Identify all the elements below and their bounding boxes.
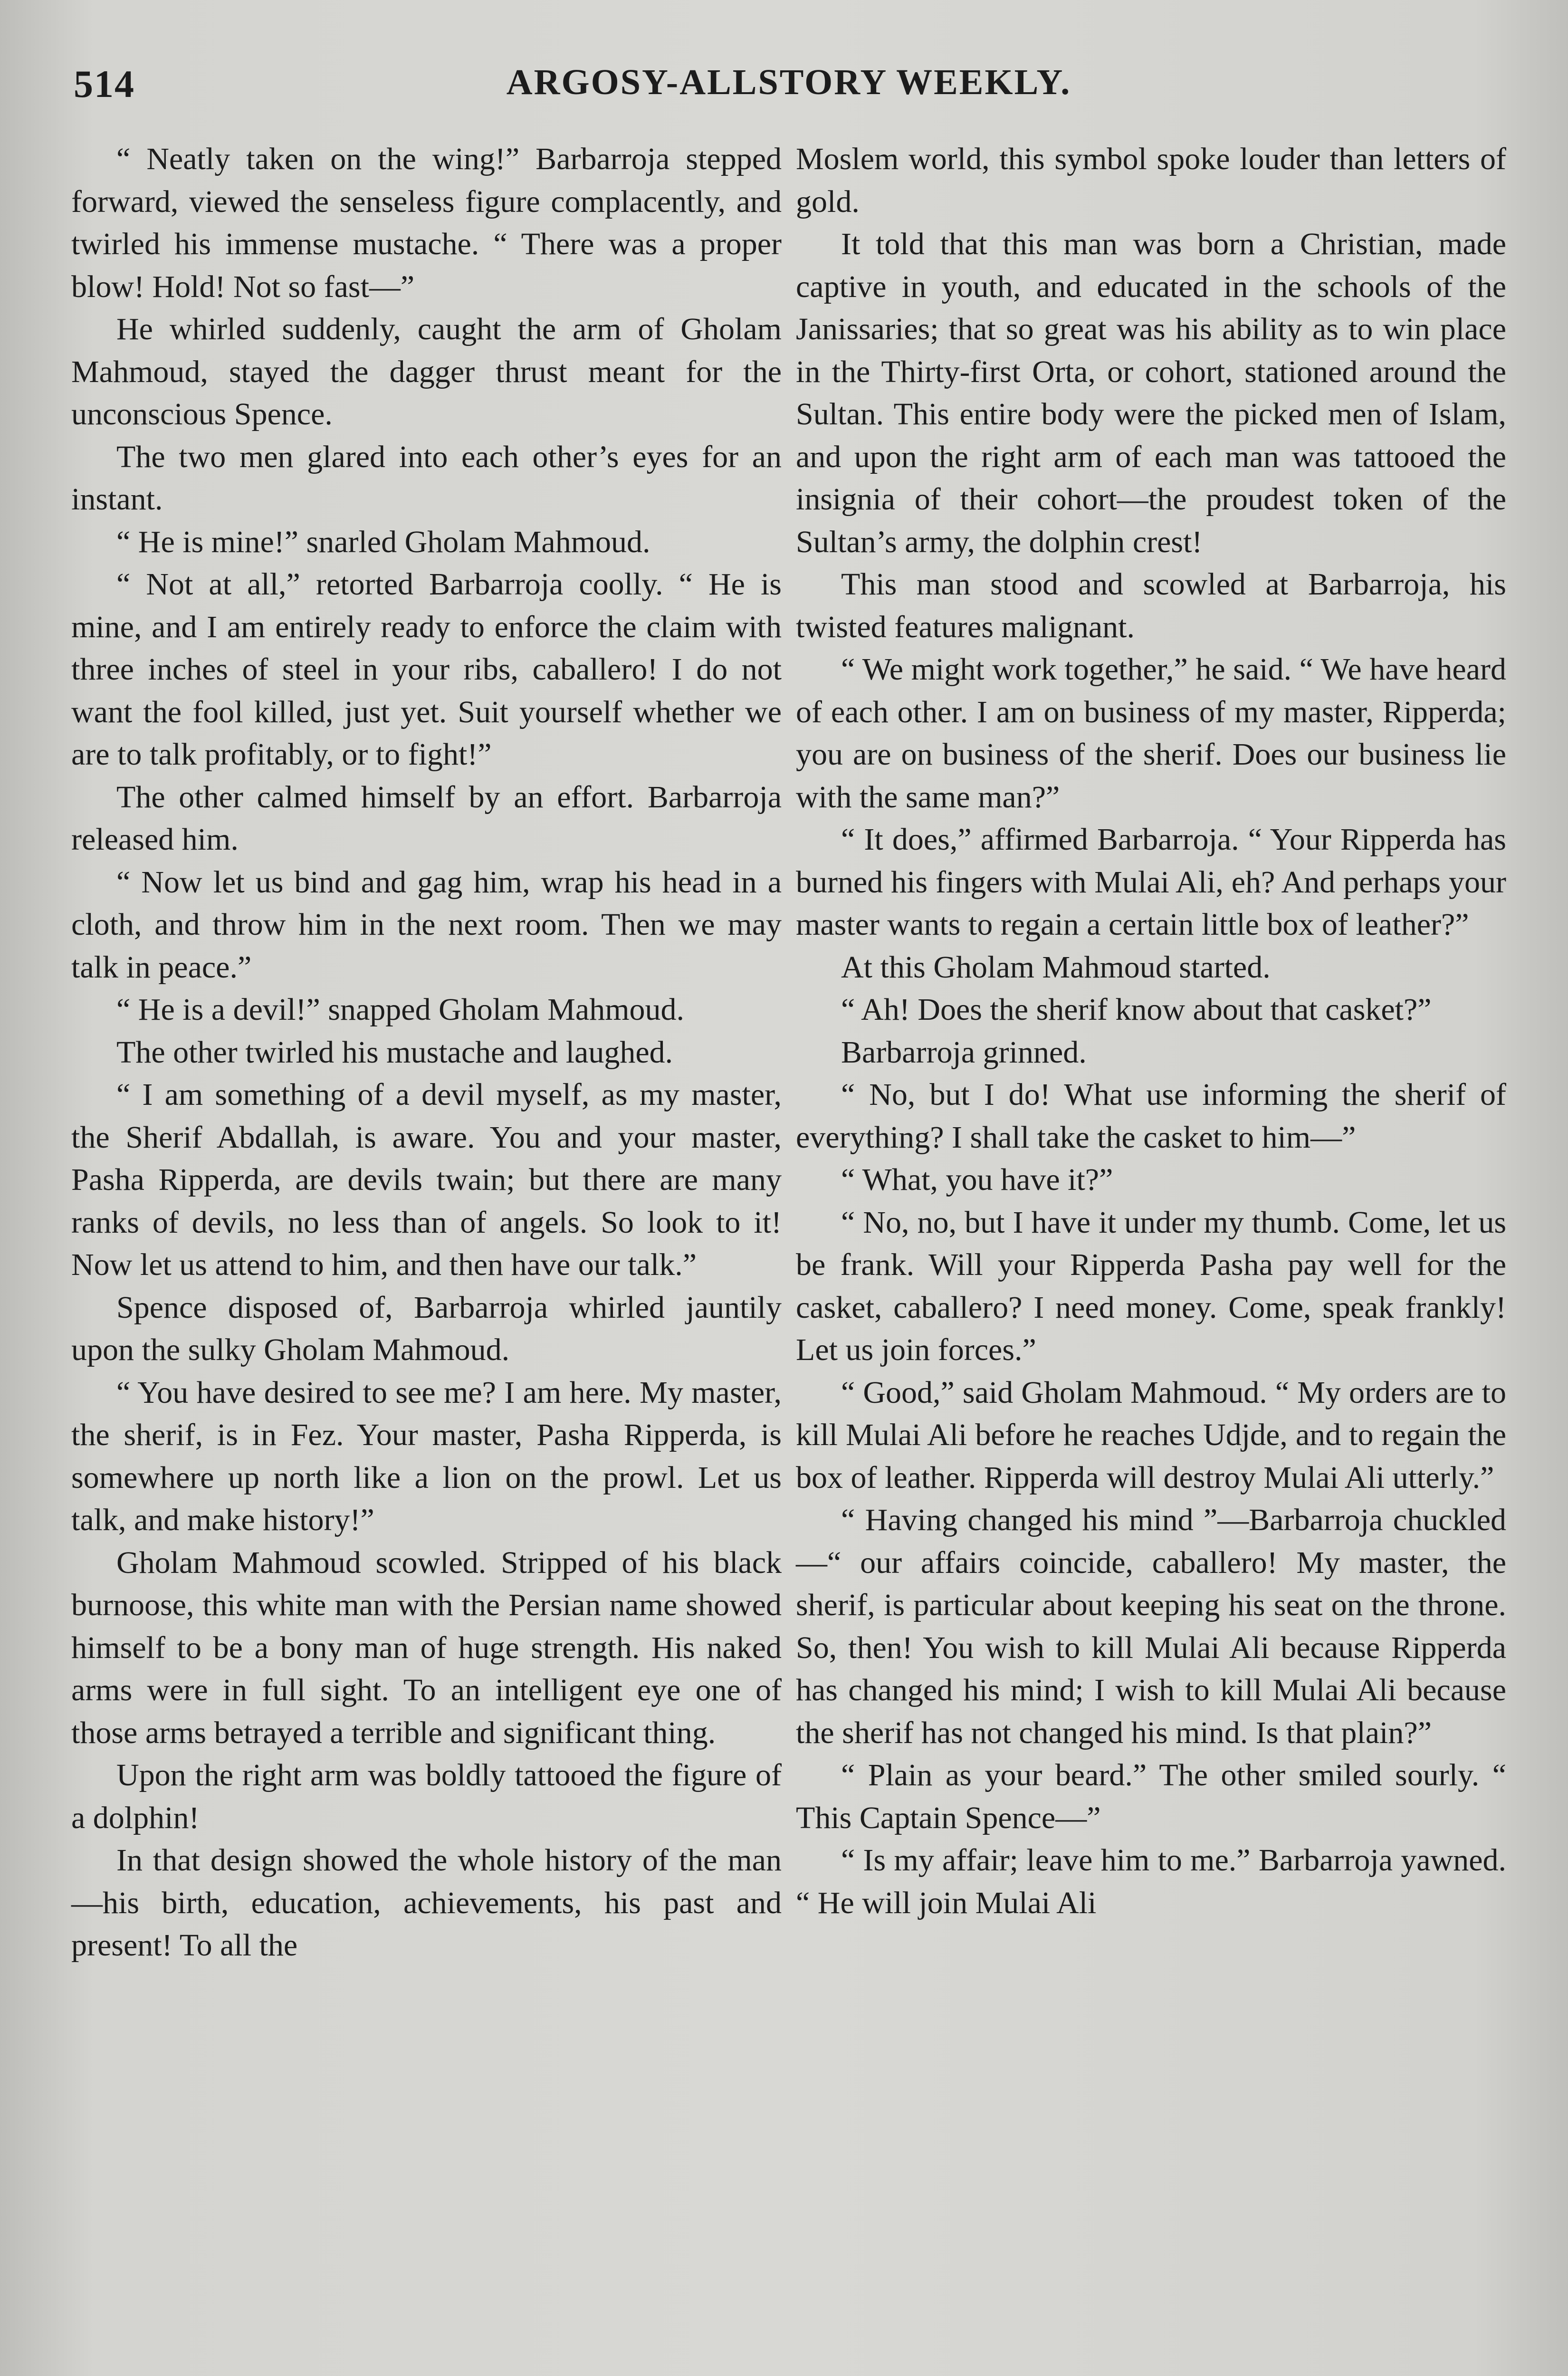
paragraph: Spence disposed of, Barbarroja whirled jauntily upon the sulky Gholam Mahmoud. [71,1290,782,1367]
paragraph: “ Now let us bind and gag him, wrap his head in a cloth, and throw him in the next room. Then we may talk in peace.” [71,864,782,985]
paragraph: “ I am something of a devil myself, as my master, the Sherif Abdallah, is aware. You and your master, Pasha Ripperda, are devils twain; but there are many ranks of devils, no less than of angels. So look to it! Now let us attend to him, and then have our talk.” [71,1077,782,1282]
paragraph: The other twirled his mustache and laughed. [116,1035,673,1070]
paragraph-continuation: Moslem world, this symbol spoke louder than letters of gold. [796,142,1506,219]
text-columns [71,138,1506,2366]
paragraph: “ He is mine!” snarled Gholam Mahmoud. [116,524,650,559]
paragraph: This man stood and scowled at Barbarroja, his twisted features malignant. [796,567,1506,644]
paragraph: Gholam Mahmoud scowled. Stripped of his black burnoose, this white man with the Persian name showed himself to be a bony man of huge strength. His naked arms were in full sight. To an intelligent eye one of those arms betrayed a terrible and significant thing. [71,1545,782,1750]
paragraph: Barbarroja grinned. [841,1035,1087,1070]
right-column [796,138,1506,2366]
paragraph: “ You have desired to see me? I am here. My master, the sherif, is in Fez. Your master, Pasha Ripperda, is somewhere up north like a lion on the prowl. Let us talk, and make history!” [71,1375,782,1537]
left-column [71,138,782,2366]
paragraph: In that design showed the whole history of the man—his birth, education, achievements, his past and present! To all the [71,1843,782,1963]
paragraph: “ He is a devil!” snapped Gholam Mahmoud. [116,992,685,1027]
paragraph: “ Neatly taken on the wing!” Barbarroja stepped forward, viewed the senseless figure complacently, and twirled his immense mustache. “ There was a proper blow! Hold! Not so fast—” [71,142,782,304]
paragraph: It told that this man was born a Christian, made captive in youth, and educated in the schools of the Janissaries; that so great was his ability as to win place in the Thirty-first Orta, or cohort, stationed around the Sultan. This entire body were the picked men of Islam, and upon the right arm of each man was tattooed the insignia of their cohort—the proudest token of the Sultan’s army, the dolphin crest! [796,227,1506,559]
paragraph: “ Plain as your beard.” The other smiled sourly. “ This Captain Spence—” [796,1758,1506,1835]
paragraph: “ Ah! Does the sherif know about that casket?” [841,992,1432,1027]
page-header [74,57,1504,114]
page-number: 514 [74,62,135,105]
paragraph: “ No, no, but I have it under my thumb. Come, let us be frank. Will your Ripperda Pasha pay well for the casket, caballero? I need money. Come, speak frankly! Let us join forces.” [796,1205,1506,1367]
paragraph: Upon the right arm was boldly tattooed the figure of a dolphin! [71,1758,782,1835]
paragraph: “ Good,” said Gholam Mahmoud. “ My orders are to kill Mulai Ali before he reaches Udjde, and to regain the box of leather. Ripperda will destroy Mulai Ali utterly.” [796,1375,1506,1495]
paragraph: “ Having changed his mind ”—Barbarroja chuckled—“ our affairs coincide, caballero! My master, the sherif, is particular about keeping his seat on the throne. So, then! You wish to kill Mulai Ali because Ripperda has changed his mind; I wish to kill Mulai Ali because the sherif has not changed his mind. Is that plain?” [796,1503,1506,1750]
paragraph: “ It does,” affirmed Barbarroja. “ Your Ripperda has burned his fingers with Mulai Ali, eh? And perhaps your master wants to regain a certain little box of leather?” [796,822,1506,942]
running-title: ARGOSY-ALLSTORY WEEKLY. [506,62,1071,102]
paragraph: “ Not at all,” retorted Barbarroja coolly. “ He is mine, and I am entirely ready to enforce the claim with three inches of steel in your ribs, caballero! I do not want the fool killed, just yet. Suit yourself whether we are to talk profitably, or to fight!” [71,567,782,772]
paragraph: The other calmed himself by an effort. Barbarroja released him. [71,779,782,857]
paragraph: “ We might work together,” he said. “ We have heard of each other. I am on business of my master, Ripperda; you are on business of the sherif. Does our business lie with the same man?” [796,652,1506,814]
paragraph: The two men glared into each other’s eyes for an instant. [71,439,782,517]
paragraph: “ What, you have it?” [841,1162,1113,1197]
paragraph: At this Gholam Mahmoud started. [841,949,1271,985]
paragraph: He whirled suddenly, caught the arm of Gholam Mahmoud, stayed the dagger thrust meant for the unconscious Spence. [71,312,782,431]
paragraph: “ No, but I do! What use informing the sherif of everything? I shall take the casket to him—” [796,1077,1506,1155]
paragraph: “ Is my affair; leave him to me.” Barbarroja yawned. “ He will join Mulai Ali [796,1843,1506,1920]
